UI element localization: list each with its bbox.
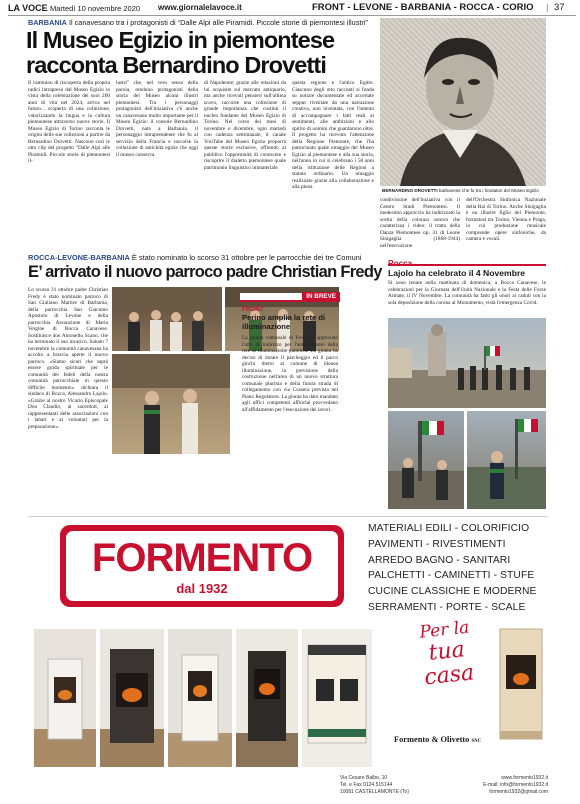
- service-item: SERRAMENTI - PORTE - SCALE: [368, 601, 526, 613]
- church-photo-top: [112, 287, 222, 351]
- formento-ad: [28, 516, 548, 800]
- headline-line2: racconta Bernardino Drovetti: [26, 52, 326, 78]
- portrait-illustration: [380, 18, 546, 186]
- stove-photo-4: [236, 629, 298, 767]
- photo-wreath: [388, 411, 464, 509]
- rocca-headline: Lajolo ha celebrato il 4 Novembre: [388, 268, 526, 278]
- brand-since: dal 1932: [176, 581, 228, 596]
- portrait-caption: BERNARDINO DROVETTI barbanese che fu tra i fondatori del Museo Egizio: [382, 188, 539, 193]
- contact-address: Via Cesare Balbo, 10 Tel. e Fax 0124.515144 10081 CASTELLAMONTE (To): [340, 775, 409, 795]
- email-link-2[interactable]: formento1932@gmail.com: [489, 789, 548, 795]
- article2-kicker: ROCCA-LEVONE-BARBANIA È stato nominato lo scorso 31 ottobre per le parrocchie dei tre Comuni: [28, 253, 362, 262]
- service-item: PALCHETTI - CAMINETTI - STUFE: [368, 570, 535, 582]
- kicker-text: Il canavesano tra i protagonisti di “Dalle Alpi alle Piramidi. Piccole storie di piemontesi illustri”: [68, 18, 368, 27]
- stove-photo-3: [168, 629, 232, 767]
- service-item: PAVIMENTI - RIVESTIMENTI: [368, 538, 506, 550]
- article1-col6: dell'Orchestra Sinfonica Nazionale della Rai di Torino. Anche Sinigaglia è un illustre figlio del Piemonte, formatosi tra Torino, Vienna e Praga, la cui produzione musicale comprende opere sinfoniche, da camera e vocali.: [466, 197, 546, 242]
- inbreve-body: La giunta comunale di Front ha approvato l'atto di indirizzo per l'ampliamento della rete di illuminazione pubblica. La giunta ha deciso di dotare il parcheggio ed il parco giochi dietro al comune di idonea illuminazione, in previsione della costruzione nell'area di un nuovo struttura comunale plurima e della futura strada di collegamento con via Cossera prevista nel Piano Regolatore. La giunta ha dato mandato agli uffici competenti affinché provvedano all'affidamento per l'esecuzione dei lavori.: [242, 335, 338, 413]
- website-link[interactable]: www.formento1932.it: [501, 775, 548, 781]
- section-list: FRONT - LEVONE - BARBANIA - ROCCA - CORIO: [312, 2, 534, 13]
- article2-body: Lo scorso 31 ottobre padre Christian Fredy è stato nominato parroco di San Giuliano Martire di Barbania, della parrocchia San Giacomo Apostolo di Levone e della parrocchia Assunzione di Maria Vergine di Rocca Canavese. Sostituisce don Antonello Scano, che ha terminato il suo incarico. Sabato 7 novembre la comunità canavesana ha accolto a braccia aperte il nuovo parroco. «Siamo sicuri che saprà essere guida spirituale per le comunità dei fedeli della nostra comunità parrocchiale in questo difficile momento» dichiara il sindaco di Rocca, Alessandro Lajolo. «Grazie al nostro Vicario Episcopale Don Claudio, ai sacerdoti, ai rappresentanti delle associazioni con i labari e ai volontari per la preparazione».: [28, 287, 108, 430]
- company-name: Formento & Olivetto SNC: [394, 735, 482, 744]
- kicker-label: BARBANIA: [28, 18, 67, 27]
- contact-web: [432, 775, 548, 796]
- church-photo-bottom: [112, 354, 230, 454]
- drovetti-portrait: [380, 18, 546, 186]
- photo-mayor: [112, 354, 230, 454]
- stove-photo-2: [100, 629, 164, 767]
- stove-photo-5: [302, 629, 372, 767]
- inbreve-kicker: FRONT: [242, 306, 264, 313]
- photo-monument: [388, 318, 546, 408]
- article2-headline: E’ arrivato il nuovo parroco padre Christian Fredy: [28, 263, 382, 281]
- service-item: MATERIALI EDILI - COLORIFICIO: [368, 523, 530, 534]
- email-link[interactable]: E-mail: info@formento1932.it: [483, 782, 548, 788]
- issue-date: Martedì 10 novembre 2020: [50, 4, 141, 13]
- article1-col5: condivisione dell'iniziativa con il Centro Studi Piemontesi. Il medesimo approccio ha indirizzato la scelta della colonna sonora che caratterizza i video: il tratto della Danza Piemontese op. 31 di Leone Sinigaglia (1868-1944) nell'esecuzione: [380, 197, 460, 249]
- article1-col3: di Napoleone; grazie alle relazioni da lui acquisite sul mercato antiquario, ma anche ricevuti pensieri sull'ultima scavo, raccolse una collezione di grande importanza che costituì il nucleo fondante del Museo Egizio di Torino. Nel corso dei mesi di novembre e dicembre, ogni martedì con cadenza settimanale, il canale YouTube del Museo Egizio proporrà queste storie esclusive, offrendo al pubblico l'opportunità di conoscere e riscoprire il dialetto piemontese quale patrimonio linguistico immateriale.: [204, 80, 286, 171]
- inbreve-bar: IN BREVE: [240, 293, 340, 302]
- rocca-body: Si sono tenute nella mattinata di domenica, a Rocca Canavese, le celebrazioni per la Giornata dell'Unità Nazionale e la Festa delle Forze Armate, il IV Novembre. La comunità ha fatto gli onori ai caduti con la sola deposizione della corona al Monumento, vista l'emergenza Covid.: [388, 280, 546, 306]
- stove-photo-1: [34, 629, 96, 767]
- article1-col1: Il cammino di riscoperta della propria radici intrapreso dal Museo Egizio in vista della celebrazione dei suoi 200 anni di vita nel 2024, arriva nel futuro... scoperta di una collezione, valorizzando la lingua e la cultura piemontese attraverso nuove storie. Il Museo Egizio di Torino racconta le origini delle sue collezioni a partire da Bernardino Drovetti. Nascono così le otto clip del progetto "Dalle Alpi alle Piramidi. Piccole storie di piemontesi il-: [28, 80, 110, 164]
- service-item: ARREDO BAGNO - SANITARI: [368, 554, 511, 566]
- ceremony-photo-bottom-right: [467, 411, 546, 509]
- services-list: [368, 521, 548, 616]
- ceremony-photo-bottom-left: [388, 411, 464, 509]
- rocca-section: Rocca: [388, 253, 546, 266]
- ceremony-photo-top: [388, 318, 546, 408]
- inbreve-headline: Perino amplia la rete di illuminazione: [242, 313, 326, 331]
- photo-mayor-speech: [467, 411, 546, 509]
- formento-logo: [60, 525, 344, 607]
- article1-col4: questa regione e l'antico Egitto. Ciascuno degli otto racconti si fonda su notizie documentate ed accertate seppur rivisitate da una narrazione creativa, non inventata, con l'intento di accompagnare i fatti reali ai sentimenti, alle ambizioni e allo spirito di uomini che guardarono oltre. Il progetto ha ricevuto l'attenzione della Regione Piemonte, che l'ha patrocinato quale omaggio del Museo Egizio al piemontese e alla sua storia, nell'anno in cui si celebrano i 50 anni della istituzione delle Regioni a statuto ordinario. Un omaggio realizzato grazie alla collaborazione e alla piena: [292, 80, 374, 190]
- article1-col2: lustri" che, nel vero senso della parola, rendono protagonisti della storia del Museo alcuni illustri piemontesi. Tra i personaggi protagonisti dell'iniziativa c'è anche un canavesano molto importante per il Museo Egizio: il console Bernardino Drovetti, nato a Barbania, il personaggio intraprendente che fu al servizio della Francia e raccolse la collezione di antichità egizie che oggi il museo conserva.: [116, 80, 198, 158]
- page-number: 37: [554, 2, 565, 13]
- headline-line1: Il Museo Egizio in piemontese: [26, 27, 335, 53]
- site-url: www.giornalelavoce.it: [158, 3, 242, 12]
- brand-name: FORMENTO: [91, 536, 313, 580]
- service-item: CUCINE CLASSICHE E MODERNE: [368, 586, 537, 598]
- page-header: LA VOCE Martedì 10 novembre 2020 www.giornalelavoce.it FRONT - LEVONE - BARBANIA - ROCCA - CORIO | 37: [8, 2, 576, 16]
- paper-name: LA VOCE: [8, 3, 48, 13]
- photo-people: [112, 287, 222, 351]
- article1-headline: [26, 28, 371, 78]
- stove-photo-6: [494, 621, 548, 745]
- slogan: Per la tua casa: [418, 617, 476, 691]
